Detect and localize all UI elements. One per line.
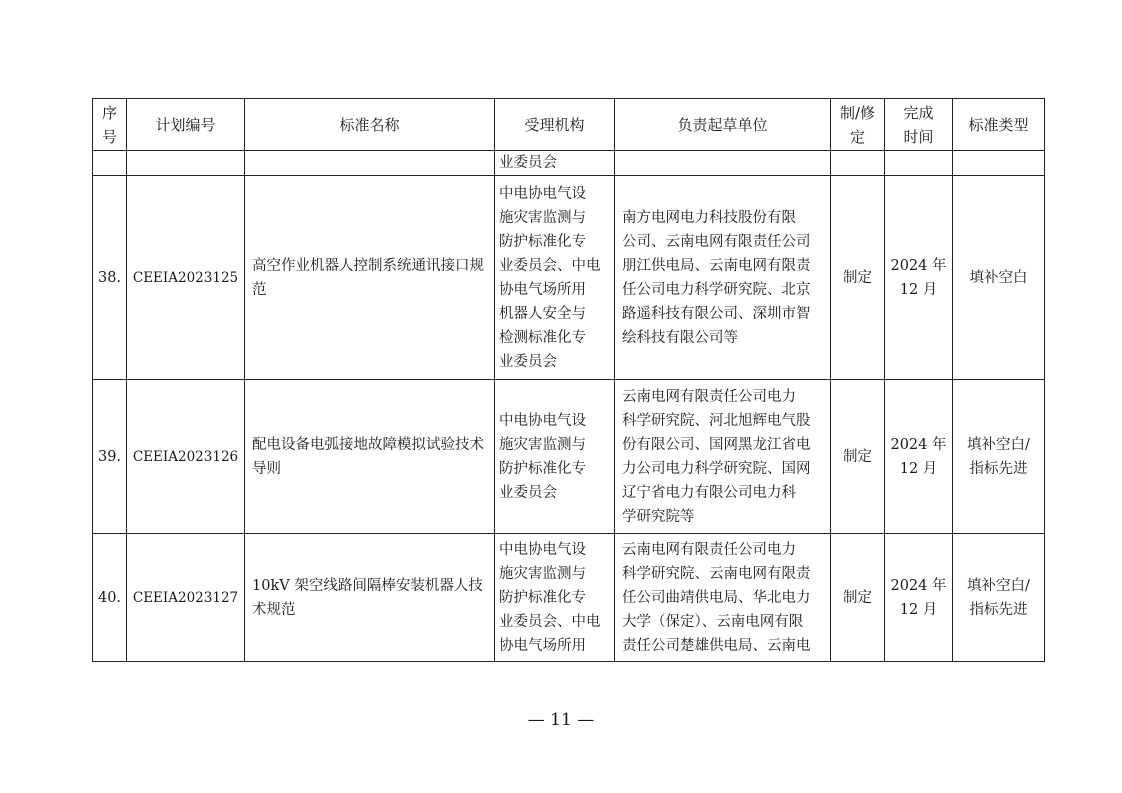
header-plan-no: 计划编号 <box>127 99 245 151</box>
row-plan-no: CEEIA2023125 <box>127 176 245 380</box>
row-type: 填补空白/ 指标先进 <box>953 380 1045 534</box>
row-plan-no: CEEIA2023127 <box>127 534 245 662</box>
row-drafter: 云南电网有限责任公司电力 科学研究院、云南电网有限责 任公司曲靖供电局、华北电力 大学（保定）、云南电网有限 责任公司楚雄供电局、云南电 <box>615 534 831 662</box>
header-finish: 完成时间 <box>885 99 953 151</box>
row-type: 填补空白 <box>953 176 1045 380</box>
row-drafter: 云南电网有限责任公司电力 科学研究院、河北旭辉电气股 份有限公司、国网黑龙江省电 力公司电力科学研究院、国网 辽宁省电力有限公司电力科 学研究院等 <box>615 380 831 534</box>
continuation-org: 业委员会 <box>495 151 615 176</box>
header-name: 标准名称 <box>245 99 495 151</box>
row-finish: 2024 年 12 月 <box>885 380 953 534</box>
row-mode: 制定 <box>831 534 885 662</box>
row-mode: 制定 <box>831 380 885 534</box>
row-seq: 39. <box>93 380 127 534</box>
table-row <box>93 176 1045 380</box>
header-type: 标准类型 <box>953 99 1045 151</box>
row-plan-no: CEEIA2023126 <box>127 380 245 534</box>
row-finish: 2024 年 12 月 <box>885 534 953 662</box>
header-drafter: 负责起草单位 <box>615 99 831 151</box>
row-org: 中电协电气设 施灾害监测与 防护标准化专 业委员会、中电 协电气场所用 <box>495 534 615 662</box>
header-row <box>93 99 1045 151</box>
table-row <box>93 534 1045 662</box>
row-name: 10kV 架空线路间隔棒安装机器人技术规范 <box>245 534 495 662</box>
row-seq: 38. <box>93 176 127 380</box>
row-type: 填补空白/ 指标先进 <box>953 534 1045 662</box>
row-drafter: 南方电网电力科技股份有限 公司、云南电网有限责任公司 朋江供电局、云南电网有限责 任公司电力科学研究院、北京 路遥科技有限公司、深圳市智 绘科技有限公司等 <box>615 176 831 380</box>
table-row <box>93 380 1045 534</box>
row-name: 高空作业机器人控制系统通讯接口规范 <box>245 176 495 380</box>
row-org: 中电协电气设 施灾害监测与 防护标准化专 业委员会、中电 协电气场所用 机器人安全与 检测标准化专 业委员会 <box>495 176 615 380</box>
header-seq: 序号 <box>93 99 127 151</box>
row-name: 配电设备电弧接地故障模拟试验技术导则 <box>245 380 495 534</box>
standards-table <box>92 98 1045 662</box>
row-seq: 40. <box>93 534 127 662</box>
continuation-row <box>93 151 1045 176</box>
row-mode: 制定 <box>831 176 885 380</box>
row-org: 中电协电气设 施灾害监测与 防护标准化专 业委员会 <box>495 380 615 534</box>
header-org: 受理机构 <box>495 99 615 151</box>
page-number: — 11 — <box>527 710 595 730</box>
row-finish: 2024 年 12 月 <box>885 176 953 380</box>
header-mode: 制/修定 <box>831 99 885 151</box>
